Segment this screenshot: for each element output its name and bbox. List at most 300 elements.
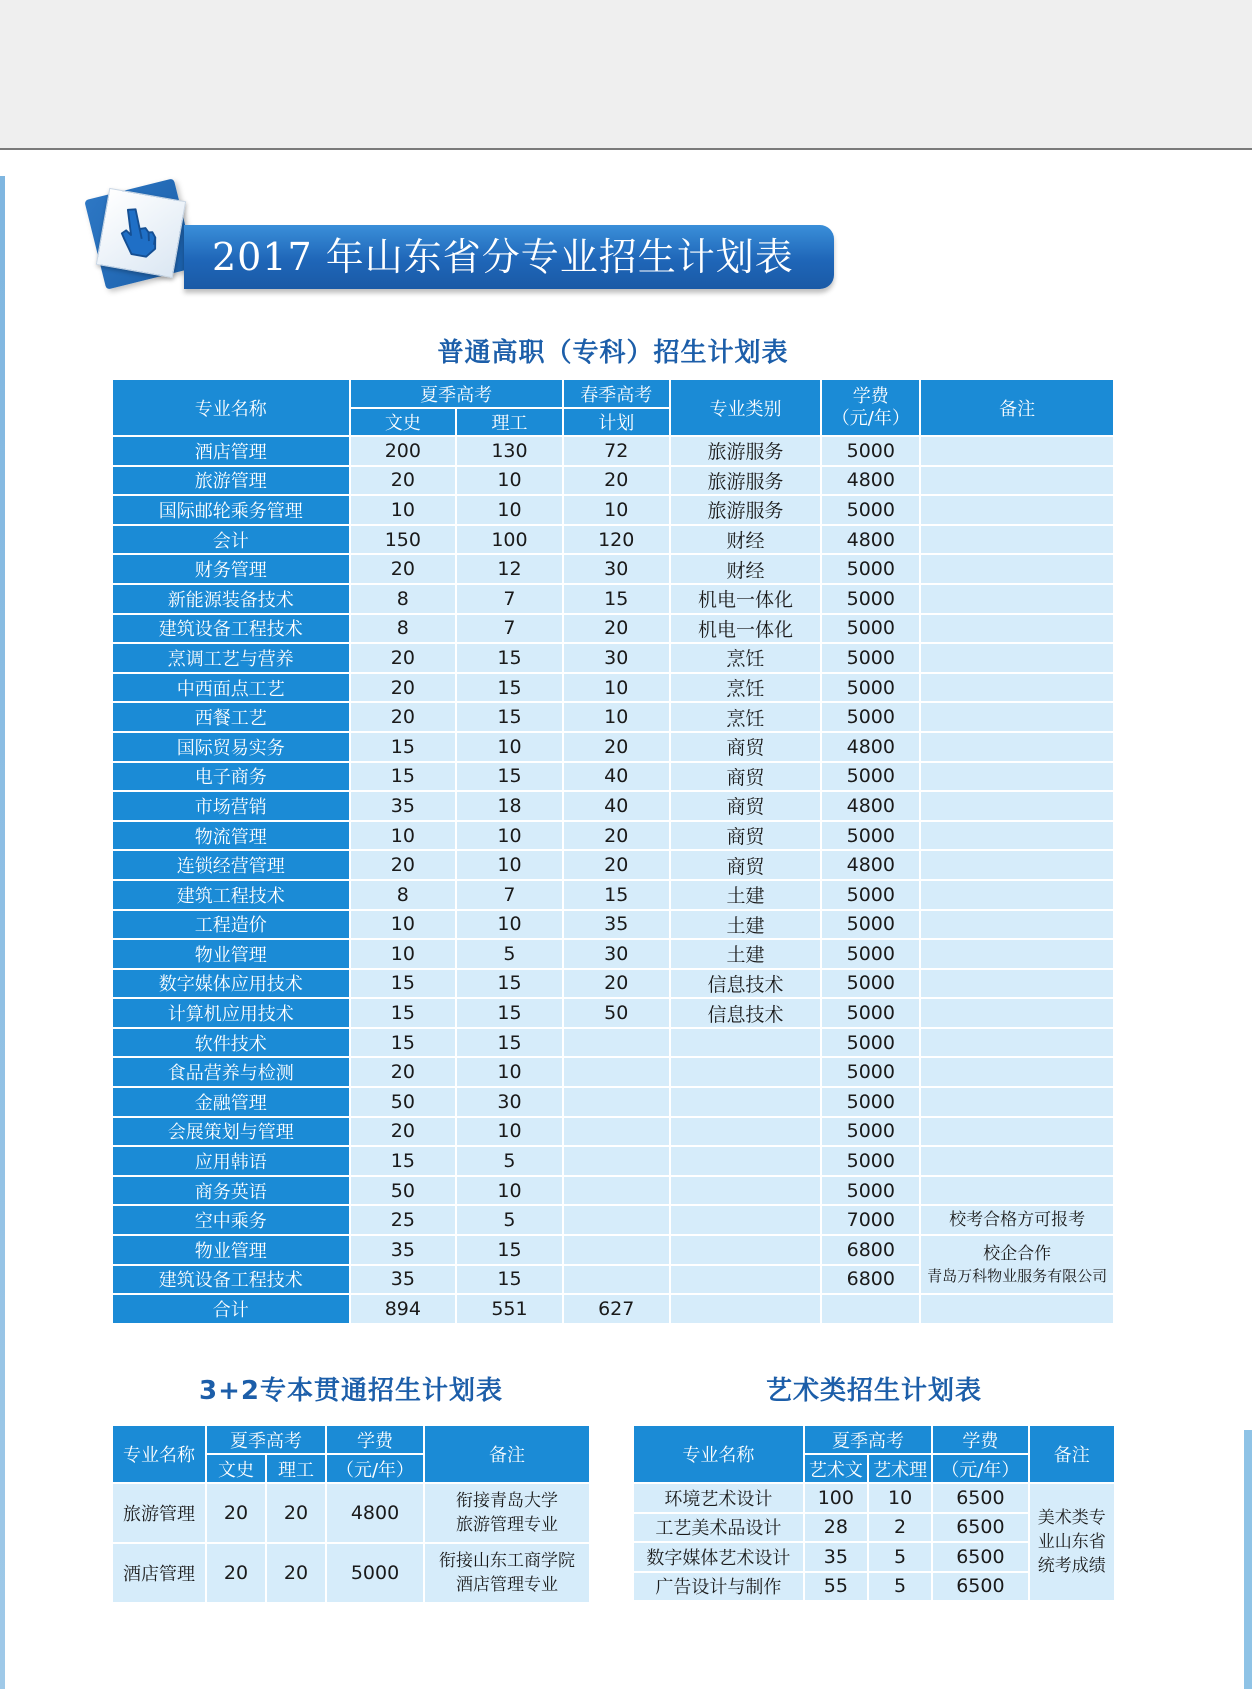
fee-value: 4800 bbox=[822, 851, 919, 879]
major-name: 物业管理 bbox=[113, 940, 349, 968]
art-remark-line1: 美术类专 bbox=[1037, 1508, 1106, 1528]
spring-value: 15 bbox=[564, 585, 669, 613]
major-name: 空中乘务 bbox=[113, 1206, 349, 1234]
fee-value: 7000 bbox=[822, 1206, 919, 1234]
ligong-value: 5 bbox=[457, 940, 562, 968]
category-value: 信息技术 bbox=[671, 970, 821, 998]
major-name: 物业管理 bbox=[113, 1236, 349, 1264]
fee-value: 5000 bbox=[822, 585, 919, 613]
t32-major-name: 酒店管理 bbox=[113, 1544, 205, 1602]
wenshi-value: 8 bbox=[351, 615, 456, 643]
table-row bbox=[634, 1484, 1114, 1512]
t32-remark-line1: 衔接青岛大学 bbox=[456, 1491, 558, 1511]
remark-value bbox=[921, 970, 1113, 998]
fee-value: 5000 bbox=[822, 1088, 919, 1116]
header-major-name: 专业名称 bbox=[113, 380, 349, 435]
t32-major-name: 旅游管理 bbox=[113, 1484, 205, 1542]
category-value: 烹饪 bbox=[671, 644, 821, 672]
wenshi-value: 10 bbox=[351, 940, 456, 968]
table-row bbox=[113, 1484, 589, 1542]
spring-value: 10 bbox=[564, 703, 669, 731]
fee-value: 4800 bbox=[822, 526, 919, 554]
spring-value bbox=[564, 1266, 669, 1294]
ligong-value: 30 bbox=[457, 1088, 562, 1116]
spring-value: 20 bbox=[564, 970, 669, 998]
wenshi-value: 10 bbox=[351, 822, 456, 850]
remark-value bbox=[921, 585, 1113, 613]
major-name: 财务管理 bbox=[113, 555, 349, 583]
category-value bbox=[671, 1058, 821, 1086]
art-major-name: 环境艺术设计 bbox=[634, 1484, 803, 1512]
table-row bbox=[113, 1029, 1113, 1057]
category-value: 商贸 bbox=[671, 763, 821, 791]
wenshi-value: 15 bbox=[351, 970, 456, 998]
major-name: 新能源装备技术 bbox=[113, 585, 349, 613]
art-major-name: 数字媒体艺术设计 bbox=[634, 1543, 803, 1571]
t32-table-title: 3+2专本贯通招生计划表 bbox=[199, 1376, 503, 1406]
header-remark: 备注 bbox=[921, 380, 1113, 435]
fee-value: 5000 bbox=[822, 999, 919, 1027]
wenshi-value: 15 bbox=[351, 733, 456, 761]
spring-value: 20 bbox=[564, 851, 669, 879]
header-plan: 计划 bbox=[564, 409, 669, 435]
table-row bbox=[113, 881, 1113, 909]
coop-remark-line2: 青岛万科物业服务有限公司 bbox=[927, 1266, 1108, 1285]
remark-value bbox=[921, 851, 1113, 879]
fee-value: 5000 bbox=[822, 644, 919, 672]
major-name: 应用韩语 bbox=[113, 1147, 349, 1175]
category-value: 土建 bbox=[671, 911, 821, 939]
header-summer-exam: 夏季高考 bbox=[351, 380, 562, 407]
wenshi-value: 35 bbox=[351, 792, 456, 820]
wenshi-value: 20 bbox=[351, 1058, 456, 1086]
header-fee bbox=[822, 380, 919, 435]
art-header-fee-line1: 学费 bbox=[933, 1426, 1027, 1453]
wenshi-value: 15 bbox=[351, 999, 456, 1027]
t32-ligong: 20 bbox=[267, 1484, 325, 1542]
fee-value: 5000 bbox=[822, 437, 919, 465]
spring-value: 30 bbox=[564, 555, 669, 583]
wenshi-value: 35 bbox=[351, 1266, 456, 1294]
ligong-value: 10 bbox=[457, 1058, 562, 1086]
spring-value: 120 bbox=[564, 526, 669, 554]
ligong-value: 15 bbox=[457, 1029, 562, 1057]
table-row bbox=[113, 1118, 1113, 1146]
total-row bbox=[113, 1295, 1113, 1323]
pointing-hand-icon bbox=[107, 200, 172, 265]
table-row bbox=[113, 1236, 1113, 1264]
fee-value: 4800 bbox=[822, 467, 919, 495]
table-row bbox=[113, 1088, 1113, 1116]
fee-value: 5000 bbox=[822, 940, 919, 968]
spring-value: 10 bbox=[564, 674, 669, 702]
major-name: 工程造价 bbox=[113, 911, 349, 939]
ligong-value: 10 bbox=[457, 911, 562, 939]
t32-fee: 5000 bbox=[327, 1544, 423, 1602]
spring-value bbox=[564, 1118, 669, 1146]
table-row bbox=[113, 467, 1113, 495]
t32-header-summer: 夏季高考 bbox=[207, 1426, 325, 1453]
major-name: 电子商务 bbox=[113, 763, 349, 791]
t32-remark bbox=[425, 1544, 589, 1602]
page-title: 2017 年山东省分专业招生计划表 bbox=[212, 235, 794, 279]
fee-value: 5000 bbox=[822, 1058, 919, 1086]
major-name: 国际贸易实务 bbox=[113, 733, 349, 761]
total-spring: 627 bbox=[564, 1295, 669, 1323]
total-remark bbox=[921, 1295, 1113, 1323]
art-fee: 6500 bbox=[933, 1484, 1027, 1512]
category-value bbox=[671, 1088, 821, 1116]
category-value bbox=[671, 1118, 821, 1146]
ligong-value: 15 bbox=[457, 674, 562, 702]
ligong-value: 15 bbox=[457, 1236, 562, 1264]
wenshi-value: 20 bbox=[351, 703, 456, 731]
t32-header-ligong: 理工 bbox=[267, 1455, 325, 1482]
spring-value: 35 bbox=[564, 911, 669, 939]
remark-value bbox=[921, 437, 1113, 465]
wenshi-value: 15 bbox=[351, 1147, 456, 1175]
wenshi-value: 20 bbox=[351, 674, 456, 702]
t32-header-remark: 备注 bbox=[425, 1426, 589, 1482]
table-row bbox=[113, 526, 1113, 554]
art-header-fee-line2: （元/年） bbox=[933, 1455, 1027, 1482]
remark-value bbox=[921, 822, 1113, 850]
major-name: 酒店管理 bbox=[113, 437, 349, 465]
remark-value bbox=[921, 526, 1113, 554]
table-row bbox=[113, 1147, 1113, 1175]
fee-value: 5000 bbox=[822, 763, 919, 791]
art-major-name: 广告设计与制作 bbox=[634, 1573, 803, 1601]
art-remark bbox=[1030, 1484, 1114, 1600]
ligong-value: 7 bbox=[457, 585, 562, 613]
major-name: 建筑设备工程技术 bbox=[113, 1266, 349, 1294]
table-row bbox=[113, 999, 1113, 1027]
wenshi-value: 20 bbox=[351, 851, 456, 879]
wenshi-value: 200 bbox=[351, 437, 456, 465]
ligong-value: 10 bbox=[457, 733, 562, 761]
category-value: 信息技术 bbox=[671, 999, 821, 1027]
category-value: 烹饪 bbox=[671, 703, 821, 731]
t32-wenshi: 20 bbox=[207, 1544, 265, 1602]
total-fee bbox=[822, 1295, 919, 1323]
remark-value bbox=[921, 911, 1113, 939]
wenshi-value: 20 bbox=[351, 1118, 456, 1146]
major-name: 软件技术 bbox=[113, 1029, 349, 1057]
ligong-value: 100 bbox=[457, 526, 562, 554]
remark-value bbox=[921, 467, 1113, 495]
category-value: 土建 bbox=[671, 881, 821, 909]
major-name: 市场营销 bbox=[113, 792, 349, 820]
fee-value: 5000 bbox=[822, 496, 919, 524]
fee-value: 6800 bbox=[822, 1266, 919, 1294]
ligong-value: 7 bbox=[457, 615, 562, 643]
art-fee: 6500 bbox=[933, 1573, 1027, 1601]
ligong-value: 15 bbox=[457, 644, 562, 672]
fee-value: 5000 bbox=[822, 881, 919, 909]
table-row bbox=[113, 1177, 1113, 1205]
art-artwen: 55 bbox=[805, 1573, 867, 1601]
wenshi-value: 8 bbox=[351, 585, 456, 613]
major-name: 建筑工程技术 bbox=[113, 881, 349, 909]
category-value: 土建 bbox=[671, 940, 821, 968]
remark-value bbox=[921, 1029, 1113, 1057]
fee-value: 5000 bbox=[822, 970, 919, 998]
ligong-value: 10 bbox=[457, 822, 562, 850]
category-value bbox=[671, 1266, 821, 1294]
table-row bbox=[113, 911, 1113, 939]
t32-header-fee-line1: 学费 bbox=[327, 1426, 423, 1453]
art-fee: 6500 bbox=[933, 1543, 1027, 1571]
spring-value: 20 bbox=[564, 733, 669, 761]
remark-value bbox=[921, 1118, 1113, 1146]
remark-value bbox=[921, 1088, 1113, 1116]
header-wenshi: 文史 bbox=[351, 409, 456, 435]
art-artli: 10 bbox=[869, 1484, 931, 1512]
category-value bbox=[671, 1236, 821, 1264]
ligong-value: 18 bbox=[457, 792, 562, 820]
category-value: 机电一体化 bbox=[671, 585, 821, 613]
major-name: 烹调工艺与营养 bbox=[113, 644, 349, 672]
spring-value: 40 bbox=[564, 792, 669, 820]
fee-value: 5000 bbox=[822, 555, 919, 583]
ligong-value: 15 bbox=[457, 999, 562, 1027]
art-artwen: 35 bbox=[805, 1543, 867, 1571]
main-table-title: 普通高职（专科）招生计划表 bbox=[437, 338, 789, 368]
wenshi-value: 25 bbox=[351, 1206, 456, 1234]
spring-value bbox=[564, 1177, 669, 1205]
t32-ligong: 20 bbox=[267, 1544, 325, 1602]
spring-value: 30 bbox=[564, 940, 669, 968]
remark-value bbox=[921, 792, 1113, 820]
major-name: 连锁经营管理 bbox=[113, 851, 349, 879]
coop-remark-line1: 校企合作 bbox=[983, 1243, 1052, 1264]
total-label: 合计 bbox=[113, 1295, 349, 1323]
spring-value: 20 bbox=[564, 615, 669, 643]
art-artwen: 28 bbox=[805, 1514, 867, 1542]
header-ligong: 理工 bbox=[457, 409, 562, 435]
remark-value bbox=[921, 555, 1113, 583]
major-name: 金融管理 bbox=[113, 1088, 349, 1116]
major-name: 食品营养与检测 bbox=[113, 1058, 349, 1086]
ligong-value: 7 bbox=[457, 881, 562, 909]
table-row bbox=[113, 496, 1113, 524]
wenshi-value: 10 bbox=[351, 496, 456, 524]
fee-value: 5000 bbox=[822, 1029, 919, 1057]
top-blank-band bbox=[0, 0, 1252, 150]
remark-value bbox=[921, 999, 1113, 1027]
art-header-name: 专业名称 bbox=[634, 1426, 803, 1482]
category-value: 烹饪 bbox=[671, 674, 821, 702]
art-plan-table bbox=[632, 1424, 1116, 1602]
right-photo-strip bbox=[1244, 1430, 1252, 1689]
category-value: 旅游服务 bbox=[671, 467, 821, 495]
fee-value: 5000 bbox=[822, 703, 919, 731]
header-fee-line2: （元/年） bbox=[831, 407, 910, 429]
art-fee: 6500 bbox=[933, 1514, 1027, 1542]
table-row bbox=[113, 585, 1113, 613]
spring-value bbox=[564, 1088, 669, 1116]
major-name: 旅游管理 bbox=[113, 467, 349, 495]
wenshi-value: 50 bbox=[351, 1088, 456, 1116]
t32-remark-line1: 衔接山东工商学院 bbox=[439, 1551, 575, 1571]
fee-value: 5000 bbox=[822, 1118, 919, 1146]
t32-fee: 4800 bbox=[327, 1484, 423, 1542]
t32-header-name: 专业名称 bbox=[113, 1426, 205, 1482]
fee-value: 5000 bbox=[822, 674, 919, 702]
art-table-title: 艺术类招生计划表 bbox=[765, 1376, 982, 1406]
wenshi-value: 10 bbox=[351, 911, 456, 939]
art-remark-line2: 业山东省 bbox=[1037, 1532, 1106, 1552]
spring-value: 30 bbox=[564, 644, 669, 672]
banner-card-front bbox=[96, 188, 186, 278]
category-value: 商贸 bbox=[671, 792, 821, 820]
category-value: 财经 bbox=[671, 526, 821, 554]
wenshi-value: 50 bbox=[351, 1177, 456, 1205]
spring-value bbox=[564, 1236, 669, 1264]
fee-value: 4800 bbox=[822, 792, 919, 820]
spring-value bbox=[564, 1058, 669, 1086]
fee-value: 4800 bbox=[822, 733, 919, 761]
spring-value: 72 bbox=[564, 437, 669, 465]
ligong-value: 10 bbox=[457, 1118, 562, 1146]
remark-value bbox=[921, 1058, 1113, 1086]
table-row bbox=[113, 1058, 1113, 1086]
table-row bbox=[113, 970, 1113, 998]
left-photo-strip bbox=[0, 176, 5, 1689]
spring-value: 50 bbox=[564, 999, 669, 1027]
table-row bbox=[113, 851, 1113, 879]
table-row bbox=[113, 644, 1113, 672]
ligong-value: 10 bbox=[457, 1177, 562, 1205]
remark-value bbox=[921, 674, 1113, 702]
spring-value: 15 bbox=[564, 881, 669, 909]
title-banner bbox=[88, 180, 848, 300]
table-row bbox=[113, 940, 1113, 968]
art-artli: 5 bbox=[869, 1543, 931, 1571]
major-name: 数字媒体应用技术 bbox=[113, 970, 349, 998]
spring-value bbox=[564, 1147, 669, 1175]
ligong-value: 10 bbox=[457, 467, 562, 495]
table-row bbox=[113, 763, 1113, 791]
fee-value: 5000 bbox=[822, 615, 919, 643]
remark-value bbox=[921, 644, 1113, 672]
header-fee-line1: 学费 bbox=[852, 385, 889, 407]
wenshi-value: 20 bbox=[351, 467, 456, 495]
major-name: 建筑设备工程技术 bbox=[113, 615, 349, 643]
ligong-value: 10 bbox=[457, 496, 562, 524]
ligong-value: 5 bbox=[457, 1206, 562, 1234]
fee-value: 5000 bbox=[822, 1177, 919, 1205]
remark-value bbox=[921, 763, 1113, 791]
remark-value bbox=[921, 1147, 1113, 1175]
wenshi-value: 20 bbox=[351, 644, 456, 672]
category-value: 财经 bbox=[671, 555, 821, 583]
art-artwen: 100 bbox=[805, 1484, 867, 1512]
category-value: 商贸 bbox=[671, 733, 821, 761]
art-header-artli: 艺术理 bbox=[869, 1455, 931, 1482]
table-row bbox=[113, 703, 1113, 731]
total-ligong: 551 bbox=[457, 1295, 562, 1323]
table-row bbox=[113, 615, 1113, 643]
table-row bbox=[113, 437, 1113, 465]
major-name: 中西面点工艺 bbox=[113, 674, 349, 702]
wenshi-value: 15 bbox=[351, 763, 456, 791]
category-value bbox=[671, 1147, 821, 1175]
spring-value bbox=[564, 1029, 669, 1057]
spring-value: 10 bbox=[564, 496, 669, 524]
t32-wenshi: 20 bbox=[207, 1484, 265, 1542]
major-name: 商务英语 bbox=[113, 1177, 349, 1205]
art-header-summer: 夏季高考 bbox=[805, 1426, 932, 1453]
ligong-value: 10 bbox=[457, 851, 562, 879]
ligong-value: 15 bbox=[457, 703, 562, 731]
ligong-value: 12 bbox=[457, 555, 562, 583]
art-header-artwen: 艺术文 bbox=[805, 1455, 867, 1482]
t32-remark bbox=[425, 1484, 589, 1542]
wenshi-value: 8 bbox=[351, 881, 456, 909]
spring-value: 20 bbox=[564, 822, 669, 850]
spring-value: 20 bbox=[564, 467, 669, 495]
art-artli: 2 bbox=[869, 1514, 931, 1542]
wenshi-value: 15 bbox=[351, 1029, 456, 1057]
table-row bbox=[113, 674, 1113, 702]
category-value bbox=[671, 1177, 821, 1205]
remark-value bbox=[921, 940, 1113, 968]
wenshi-value: 20 bbox=[351, 555, 456, 583]
fee-value: 5000 bbox=[822, 822, 919, 850]
art-major-name: 工艺美术品设计 bbox=[634, 1514, 803, 1542]
table-row bbox=[113, 822, 1113, 850]
category-value bbox=[671, 1029, 821, 1057]
t32-header-wenshi: 文史 bbox=[207, 1455, 265, 1482]
coop-remark bbox=[921, 1236, 1113, 1293]
t32-plan-table bbox=[111, 1424, 591, 1604]
major-name: 国际邮轮乘务管理 bbox=[113, 496, 349, 524]
remark-value bbox=[921, 703, 1113, 731]
remark-value bbox=[921, 733, 1113, 761]
wenshi-value: 150 bbox=[351, 526, 456, 554]
category-value bbox=[671, 1206, 821, 1234]
category-value: 商贸 bbox=[671, 822, 821, 850]
ligong-value: 130 bbox=[457, 437, 562, 465]
major-name: 物流管理 bbox=[113, 822, 349, 850]
t32-remark-line2: 酒店管理专业 bbox=[456, 1575, 558, 1595]
remark-value bbox=[921, 496, 1113, 524]
spring-value bbox=[564, 1206, 669, 1234]
remark-value bbox=[921, 881, 1113, 909]
art-header-remark: 备注 bbox=[1030, 1426, 1114, 1482]
category-value: 旅游服务 bbox=[671, 496, 821, 524]
art-remark-line3: 统考成绩 bbox=[1037, 1556, 1106, 1576]
remark-value: 校考合格方可报考 bbox=[921, 1206, 1113, 1234]
ligong-value: 15 bbox=[457, 1266, 562, 1294]
category-value: 机电一体化 bbox=[671, 615, 821, 643]
art-artli: 5 bbox=[869, 1573, 931, 1601]
table-row bbox=[113, 555, 1113, 583]
major-name: 计算机应用技术 bbox=[113, 999, 349, 1027]
fee-value: 5000 bbox=[822, 911, 919, 939]
fee-value: 6800 bbox=[822, 1236, 919, 1264]
major-name: 会计 bbox=[113, 526, 349, 554]
category-value: 商贸 bbox=[671, 851, 821, 879]
t32-remark-line2: 旅游管理专业 bbox=[456, 1515, 558, 1535]
t32-header-fee-line2: （元/年） bbox=[327, 1455, 423, 1482]
total-category bbox=[671, 1295, 821, 1323]
ligong-value: 15 bbox=[457, 763, 562, 791]
ligong-value: 15 bbox=[457, 970, 562, 998]
spring-value: 40 bbox=[564, 763, 669, 791]
ligong-value: 5 bbox=[457, 1147, 562, 1175]
